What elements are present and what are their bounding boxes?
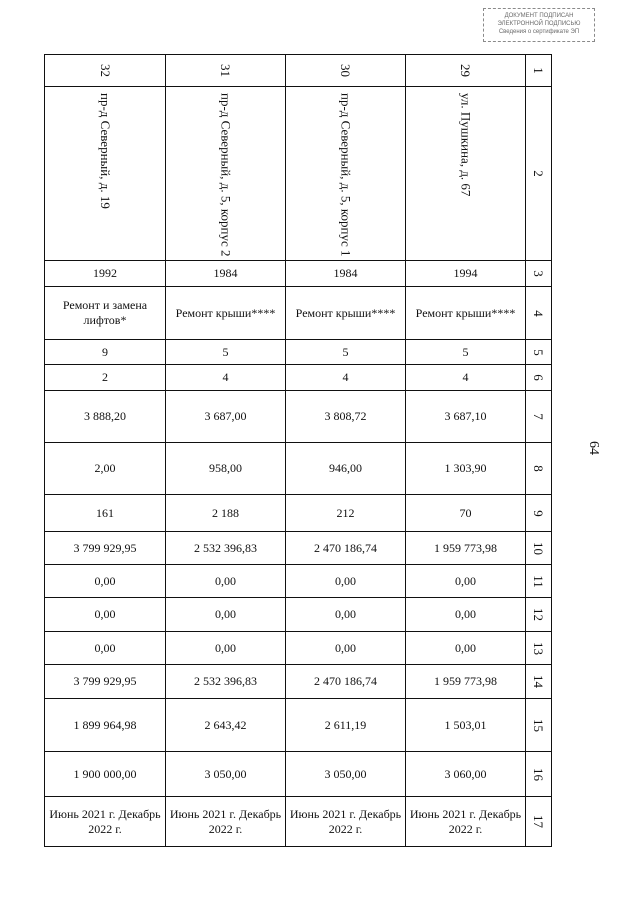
cell-col12: 0,00 <box>406 598 526 632</box>
cell-address: пр-д Северный, д. 5, корпус 2 <box>166 87 286 261</box>
cell-col12: 0,00 <box>286 598 406 632</box>
column-index: 4 <box>526 287 552 340</box>
column-index: 17 <box>526 797 552 847</box>
cell-col16: 3 050,00 <box>286 752 406 797</box>
row-area <box>45 391 552 443</box>
cell-col16: 3 060,00 <box>406 752 526 797</box>
cell-col8: 958,00 <box>166 443 286 495</box>
cell-total: 1 959 773,98 <box>406 532 526 565</box>
column-index: 7 <box>526 391 552 443</box>
cell-col13: 0,00 <box>406 632 526 665</box>
column-index: 14 <box>526 665 552 699</box>
row-col13 <box>45 632 552 665</box>
cell-col15: 2 643,42 <box>166 699 286 752</box>
row-num <box>45 55 552 87</box>
column-index: 16 <box>526 752 552 797</box>
column-index: 6 <box>526 365 552 391</box>
cell-col9: 2 188 <box>166 495 286 532</box>
row-col11 <box>45 565 552 598</box>
cell-col12: 0,00 <box>45 598 166 632</box>
cell-col14: 1 959 773,98 <box>406 665 526 699</box>
stamp-line: ЭЛЕКТРОННОЙ ПОДПИСЬЮ <box>497 21 581 27</box>
row-entrances <box>45 365 552 391</box>
cell-total: 2 532 396,83 <box>166 532 286 565</box>
cell-floors: 5 <box>406 340 526 365</box>
cell-work-type: Ремонт крыши**** <box>406 287 526 340</box>
cell-num: 29 <box>406 55 526 87</box>
row-year <box>45 261 552 287</box>
cell-floors: 5 <box>286 340 406 365</box>
cell-col13: 0,00 <box>45 632 166 665</box>
column-index: 15 <box>526 699 552 752</box>
column-index: 8 <box>526 443 552 495</box>
column-index: 11 <box>526 565 552 598</box>
column-index: 5 <box>526 340 552 365</box>
cell-col15: 2 611,19 <box>286 699 406 752</box>
cell-num: 32 <box>45 55 166 87</box>
cell-period: Июнь 2021 г. Декабрь 2022 г. <box>286 797 406 847</box>
column-index: 9 <box>526 495 552 532</box>
cell-work-type: Ремонт крыши**** <box>286 287 406 340</box>
cell-col14: 2 470 186,74 <box>286 665 406 699</box>
row-col15 <box>45 699 552 752</box>
cell-col15: 1 503,01 <box>406 699 526 752</box>
cell-col9: 161 <box>45 495 166 532</box>
cell-period: Июнь 2021 г. Декабрь 2022 г. <box>166 797 286 847</box>
cell-col11: 0,00 <box>286 565 406 598</box>
column-index: 13 <box>526 632 552 665</box>
cell-col13: 0,00 <box>286 632 406 665</box>
cell-period: Июнь 2021 г. Декабрь 2022 г. <box>406 797 526 847</box>
cell-total: 3 799 929,95 <box>45 532 166 565</box>
cell-period: Июнь 2021 г. Декабрь 2022 г. <box>45 797 166 847</box>
column-index: 12 <box>526 598 552 632</box>
cell-area: 3 687,10 <box>406 391 526 443</box>
cell-col8: 946,00 <box>286 443 406 495</box>
column-index: 3 <box>526 261 552 287</box>
row-address <box>45 87 552 261</box>
cell-total: 2 470 186,74 <box>286 532 406 565</box>
cell-entrances: 4 <box>166 365 286 391</box>
column-index: 1 <box>526 55 552 87</box>
cell-col15: 1 899 964,98 <box>45 699 166 752</box>
cell-year: 1984 <box>286 261 406 287</box>
column-index: 10 <box>526 532 552 565</box>
stamp-line: ДОКУМЕНТ ПОДПИСАН <box>504 13 574 19</box>
cell-floors: 5 <box>166 340 286 365</box>
cell-col11: 0,00 <box>166 565 286 598</box>
cell-area: 3 888,20 <box>45 391 166 443</box>
row-col8 <box>45 443 552 495</box>
cell-col16: 3 050,00 <box>166 752 286 797</box>
cell-col9: 212 <box>286 495 406 532</box>
cell-num: 31 <box>166 55 286 87</box>
row-col12 <box>45 598 552 632</box>
column-index: 2 <box>526 87 552 261</box>
cell-num: 30 <box>286 55 406 87</box>
cell-col11: 0,00 <box>45 565 166 598</box>
cell-col9: 70 <box>406 495 526 532</box>
cell-col8: 2,00 <box>45 443 166 495</box>
cell-col13: 0,00 <box>166 632 286 665</box>
row-floors <box>45 340 552 365</box>
repair-program-table <box>44 54 552 847</box>
cell-col11: 0,00 <box>406 565 526 598</box>
cell-entrances: 2 <box>45 365 166 391</box>
cell-address: ул. Пушкина, д. 67 <box>406 87 526 261</box>
stamp-line: Сведения о сертификате ЭП <box>498 29 580 35</box>
cell-entrances: 4 <box>406 365 526 391</box>
cell-area: 3 687,00 <box>166 391 286 443</box>
row-col9 <box>45 495 552 532</box>
digital-signature-stamp <box>483 8 595 42</box>
cell-area: 3 808,72 <box>286 391 406 443</box>
cell-year: 1984 <box>166 261 286 287</box>
cell-col14: 2 532 396,83 <box>166 665 286 699</box>
cell-work-type: Ремонт крыши**** <box>166 287 286 340</box>
cell-col14: 3 799 929,95 <box>45 665 166 699</box>
cell-col16: 1 900 000,00 <box>45 752 166 797</box>
row-col14 <box>45 665 552 699</box>
cell-entrances: 4 <box>286 365 406 391</box>
cell-address: пр-д Северный, д. 19 <box>45 87 166 261</box>
cell-year: 1992 <box>45 261 166 287</box>
row-col16 <box>45 752 552 797</box>
page-number: 64 <box>586 441 601 455</box>
row-work-type <box>45 287 552 340</box>
cell-floors: 9 <box>45 340 166 365</box>
row-total <box>45 532 552 565</box>
cell-work-type: Ремонт и замена лифтов* <box>45 287 166 340</box>
cell-col8: 1 303,90 <box>406 443 526 495</box>
cell-col12: 0,00 <box>166 598 286 632</box>
cell-address: пр-д Северный, д. 5, корпус 1 <box>286 87 406 261</box>
cell-year: 1994 <box>406 261 526 287</box>
row-period <box>45 797 552 847</box>
